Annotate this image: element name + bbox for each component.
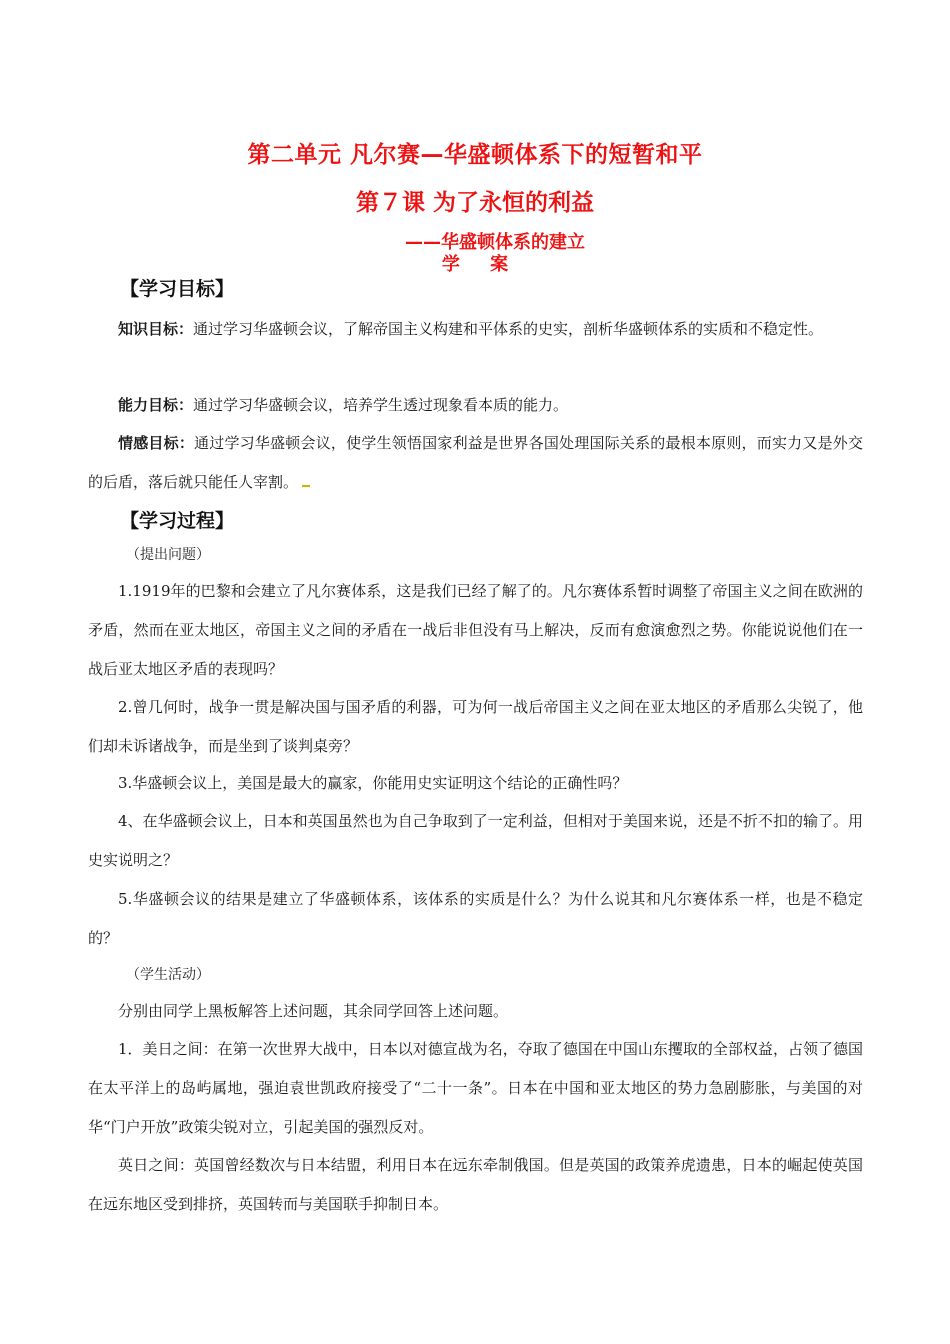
knowledge-goal-label: 知识目标：	[118, 320, 194, 338]
answer-1-uk-japan: 英日之间：英国曾经数次与日本结盟，利用日本在远东牵制俄国。但是英国的政策养虎遗患，日本的崛起使英国在远东地区受到排挤，英国转而与美国联手抑制日本。	[88, 1156, 863, 1213]
process-heading: 【学习过程】	[120, 510, 235, 532]
document-type: 学 案	[441, 254, 521, 275]
question-2: 2.曾几何时，战争一贯是解决国与国矛盾的利器，可为何一战后帝国主义之间在亚太地区的矛盾那么尖锐了，他们却未诉诸战争，而是坐到了谈判桌旁？	[88, 698, 863, 755]
knowledge-goal-text: 通过学习华盛顿会议，了解帝国主义构建和平体系的史实，剖析华盛顿体系的实质和不稳定性。	[193, 320, 824, 338]
ability-goal-text: 通过学习华盛顿会议，培养学生透过现象看本质的能力。	[193, 396, 569, 414]
answer-1-us-japan: 1．美日之间：在第一次世界大战中，日本以对德宣战为名，夺取了德国在中国山东攫取的全部权益，占领了德国在太平洋上的岛屿属地，强迫袁世凯政府接受了“二十一条”。日本在中国和亚太地区的势力急剧膨胀，与美国的对华“门户开放”政策尖锐对立，引起美国的强烈反对。	[88, 1040, 863, 1136]
emotion-goal	[88, 424, 863, 502]
edit-mark	[302, 485, 310, 487]
question-4: 4、在华盛顿会议上，日本和英国虽然也为自己争取到了一定利益，但相对于美国来说，还是不折不扣的输了。用史实说明之？	[88, 812, 863, 869]
question-1: 1.1919年的巴黎和会建立了凡尔赛体系，这是我们已经了解了的。凡尔赛体系暂时调整了帝国主义之间在欧洲的矛盾，然而在亚太地区，帝国主义之间的矛盾在一战后非但没有马上解决，反而有愈演愈烈之势。你能说说他们在一战后亚太地区矛盾的表现吗？	[88, 582, 863, 678]
ability-goal-label: 能力目标：	[118, 396, 194, 414]
question-5: 5.华盛顿会议的结果是建立了华盛顿体系，该体系的实质是什么？为什么说其和凡尔赛体系一样，也是不稳定的？	[88, 890, 863, 947]
question-3: 3.华盛顿会议上，美国是最大的赢家，你能用史实证明这个结论的正确性吗？	[118, 774, 628, 792]
lesson-subtitle: ——华盛顿体系的建立	[405, 232, 585, 253]
lesson-title: 第７课 为了永恒的利益	[355, 190, 594, 216]
knowledge-goal	[88, 310, 863, 349]
emotion-goal-text: 通过学习华盛顿会议，使学生领悟国家利益是世界各国处理国际关系的最根本原则，而实力又是外交的后盾，落后就只能任人宰割。	[88, 434, 863, 491]
emotion-goal-label: 情感目标：	[118, 434, 195, 452]
ability-goal	[88, 386, 863, 425]
activity-instructions: 分别由同学上黑板解答上述问题，其余同学回答上述问题。	[118, 1002, 509, 1020]
unit-title: 第二单元 凡尔赛—华盛顿体系下的短暂和平	[247, 142, 703, 168]
goals-heading: 【学习目标】	[120, 278, 235, 300]
student-activity-label: （学生活动）	[126, 967, 210, 983]
raise-questions-label: （提出问题）	[126, 547, 210, 563]
